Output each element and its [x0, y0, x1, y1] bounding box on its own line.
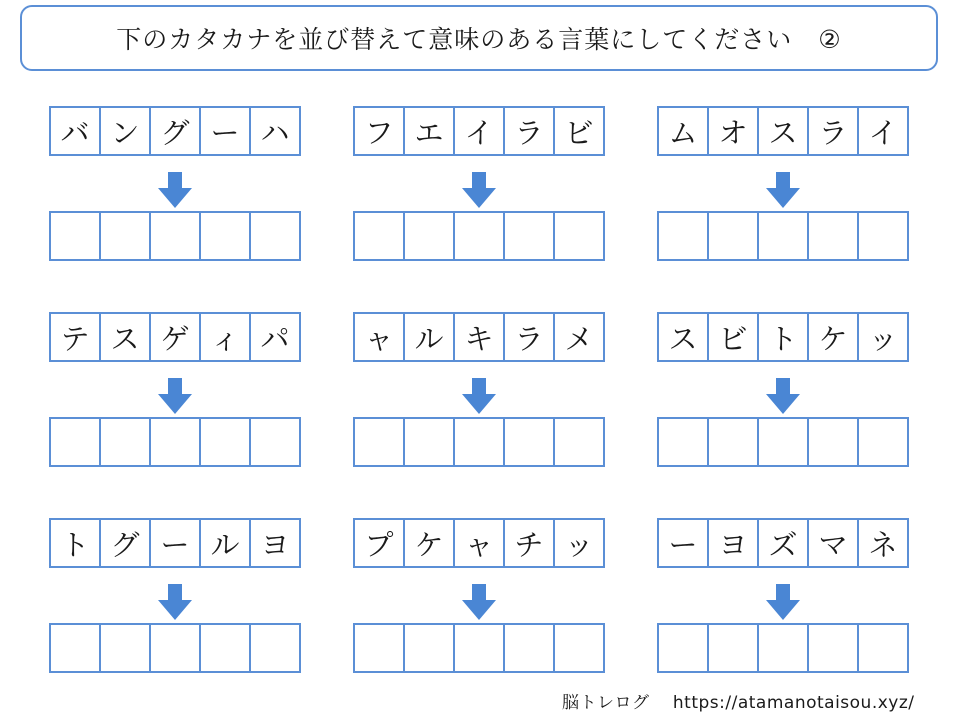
puzzle-8: [353, 518, 605, 684]
letter-cell: ル: [403, 314, 453, 360]
answer-cell[interactable]: [99, 213, 149, 259]
footer-credit[interactable]: 脳トレログ https://atamanotaisou.xyz/: [562, 693, 915, 713]
answer-cell[interactable]: [51, 419, 99, 465]
letter-cell: ラ: [807, 108, 857, 154]
answer-cell[interactable]: [503, 213, 553, 259]
letter-cell: イ: [453, 108, 503, 154]
answer-cell[interactable]: [659, 213, 707, 259]
answer-cell[interactable]: [553, 213, 603, 259]
answer-row: [353, 417, 605, 467]
letter-cell: プ: [364, 527, 394, 562]
answer-cell[interactable]: [503, 625, 553, 671]
letter-cell: グ: [99, 520, 149, 566]
letter-cell: ビ: [553, 108, 603, 154]
answer-row: [657, 417, 909, 467]
letter-cell: ッ: [857, 314, 907, 360]
letter-cell: ネ: [857, 520, 907, 566]
letter-cell: テ: [60, 321, 90, 356]
letter-cell: ト: [757, 314, 807, 360]
answer-cell[interactable]: [149, 213, 199, 259]
answer-cell[interactable]: [149, 625, 199, 671]
letter-cell: ッ: [553, 520, 603, 566]
answer-cell[interactable]: [857, 625, 907, 671]
down-arrow-icon: [766, 172, 800, 208]
answer-cell[interactable]: [355, 625, 403, 671]
letter-cell: チ: [503, 520, 553, 566]
answer-row: [49, 623, 301, 673]
answer-cell[interactable]: [707, 213, 757, 259]
scrambled-letters-row: [353, 312, 605, 362]
answer-cell[interactable]: [807, 213, 857, 259]
answer-cell[interactable]: [355, 213, 403, 259]
letter-cell: メ: [553, 314, 603, 360]
letter-cell: ト: [60, 527, 90, 562]
letter-cell: ケ: [403, 520, 453, 566]
answer-cell[interactable]: [149, 419, 199, 465]
answer-cell[interactable]: [403, 625, 453, 671]
answer-row: [657, 623, 909, 673]
answer-cell[interactable]: [453, 419, 503, 465]
letter-cell: オ: [707, 108, 757, 154]
letter-cell: ス: [668, 321, 698, 356]
down-arrow-icon: [158, 378, 192, 414]
answer-cell[interactable]: [553, 625, 603, 671]
page-title: 下のカタカナを並び替えて意味のある言葉にしてください ②: [20, 5, 938, 71]
scrambled-letters-row: [657, 312, 909, 362]
answer-cell[interactable]: [199, 419, 249, 465]
letter-cell: パ: [249, 314, 299, 360]
puzzle-9: [657, 518, 909, 684]
scrambled-letters-row: [657, 106, 909, 156]
answer-row: [353, 211, 605, 261]
answer-cell[interactable]: [403, 419, 453, 465]
answer-cell[interactable]: [707, 625, 757, 671]
answer-row: [353, 623, 605, 673]
answer-cell[interactable]: [659, 625, 707, 671]
answer-row: [49, 211, 301, 261]
letter-cell: バ: [60, 115, 90, 150]
letter-cell: グ: [149, 108, 199, 154]
letter-cell: ヨ: [249, 520, 299, 566]
answer-cell[interactable]: [199, 213, 249, 259]
letter-cell: エ: [403, 108, 453, 154]
puzzle-4: [49, 312, 301, 478]
answer-cell[interactable]: [553, 419, 603, 465]
answer-cell[interactable]: [659, 419, 707, 465]
letter-cell: ー: [199, 108, 249, 154]
scrambled-letters-row: [353, 106, 605, 156]
puzzle-7: [49, 518, 301, 684]
scrambled-letters-row: [353, 518, 605, 568]
letter-cell: ヨ: [707, 520, 757, 566]
answer-cell[interactable]: [249, 625, 299, 671]
letter-cell: ゲ: [149, 314, 199, 360]
letter-cell: ン: [99, 108, 149, 154]
down-arrow-icon: [462, 378, 496, 414]
letter-cell: ャ: [453, 520, 503, 566]
puzzle-3: [657, 106, 909, 272]
answer-cell[interactable]: [757, 625, 807, 671]
answer-cell[interactable]: [453, 625, 503, 671]
puzzle-2: [353, 106, 605, 272]
letter-cell: ー: [149, 520, 199, 566]
letter-cell: ハ: [249, 108, 299, 154]
letter-cell: ラ: [503, 314, 553, 360]
scrambled-letters-row: [657, 518, 909, 568]
letter-cell: ケ: [807, 314, 857, 360]
answer-cell[interactable]: [199, 625, 249, 671]
answer-row: [657, 211, 909, 261]
letter-cell: マ: [807, 520, 857, 566]
letter-cell: フ: [364, 115, 394, 150]
puzzle-5: [353, 312, 605, 478]
letter-cell: ィ: [199, 314, 249, 360]
down-arrow-icon: [462, 584, 496, 620]
answer-cell[interactable]: [403, 213, 453, 259]
down-arrow-icon: [462, 172, 496, 208]
answer-cell[interactable]: [807, 419, 857, 465]
down-arrow-icon: [766, 584, 800, 620]
letter-cell: イ: [857, 108, 907, 154]
answer-cell[interactable]: [807, 625, 857, 671]
puzzle-6: [657, 312, 909, 478]
letter-cell: ビ: [707, 314, 757, 360]
answer-cell[interactable]: [857, 419, 907, 465]
letter-cell: ズ: [757, 520, 807, 566]
letter-cell: ム: [668, 115, 698, 150]
answer-cell[interactable]: [757, 419, 807, 465]
scrambled-letters-row: [49, 312, 301, 362]
letter-cell: ス: [99, 314, 149, 360]
letter-cell: ル: [199, 520, 249, 566]
answer-cell[interactable]: [249, 419, 299, 465]
answer-cell[interactable]: [503, 419, 553, 465]
down-arrow-icon: [158, 584, 192, 620]
letter-cell: ー: [668, 527, 698, 562]
answer-cell[interactable]: [51, 625, 99, 671]
answer-cell[interactable]: [707, 419, 757, 465]
down-arrow-icon: [158, 172, 192, 208]
answer-cell[interactable]: [99, 419, 149, 465]
answer-cell[interactable]: [355, 419, 403, 465]
scrambled-letters-row: [49, 518, 301, 568]
answer-cell[interactable]: [51, 213, 99, 259]
answer-cell[interactable]: [453, 213, 503, 259]
answer-cell[interactable]: [757, 213, 807, 259]
letter-cell: ャ: [364, 321, 394, 356]
letter-cell: ラ: [503, 108, 553, 154]
scrambled-letters-row: [49, 106, 301, 156]
answer-row: [49, 417, 301, 467]
answer-cell[interactable]: [99, 625, 149, 671]
letter-cell: キ: [453, 314, 503, 360]
down-arrow-icon: [766, 378, 800, 414]
puzzle-1: [49, 106, 301, 272]
answer-cell[interactable]: [857, 213, 907, 259]
letter-cell: ス: [757, 108, 807, 154]
answer-cell[interactable]: [249, 213, 299, 259]
